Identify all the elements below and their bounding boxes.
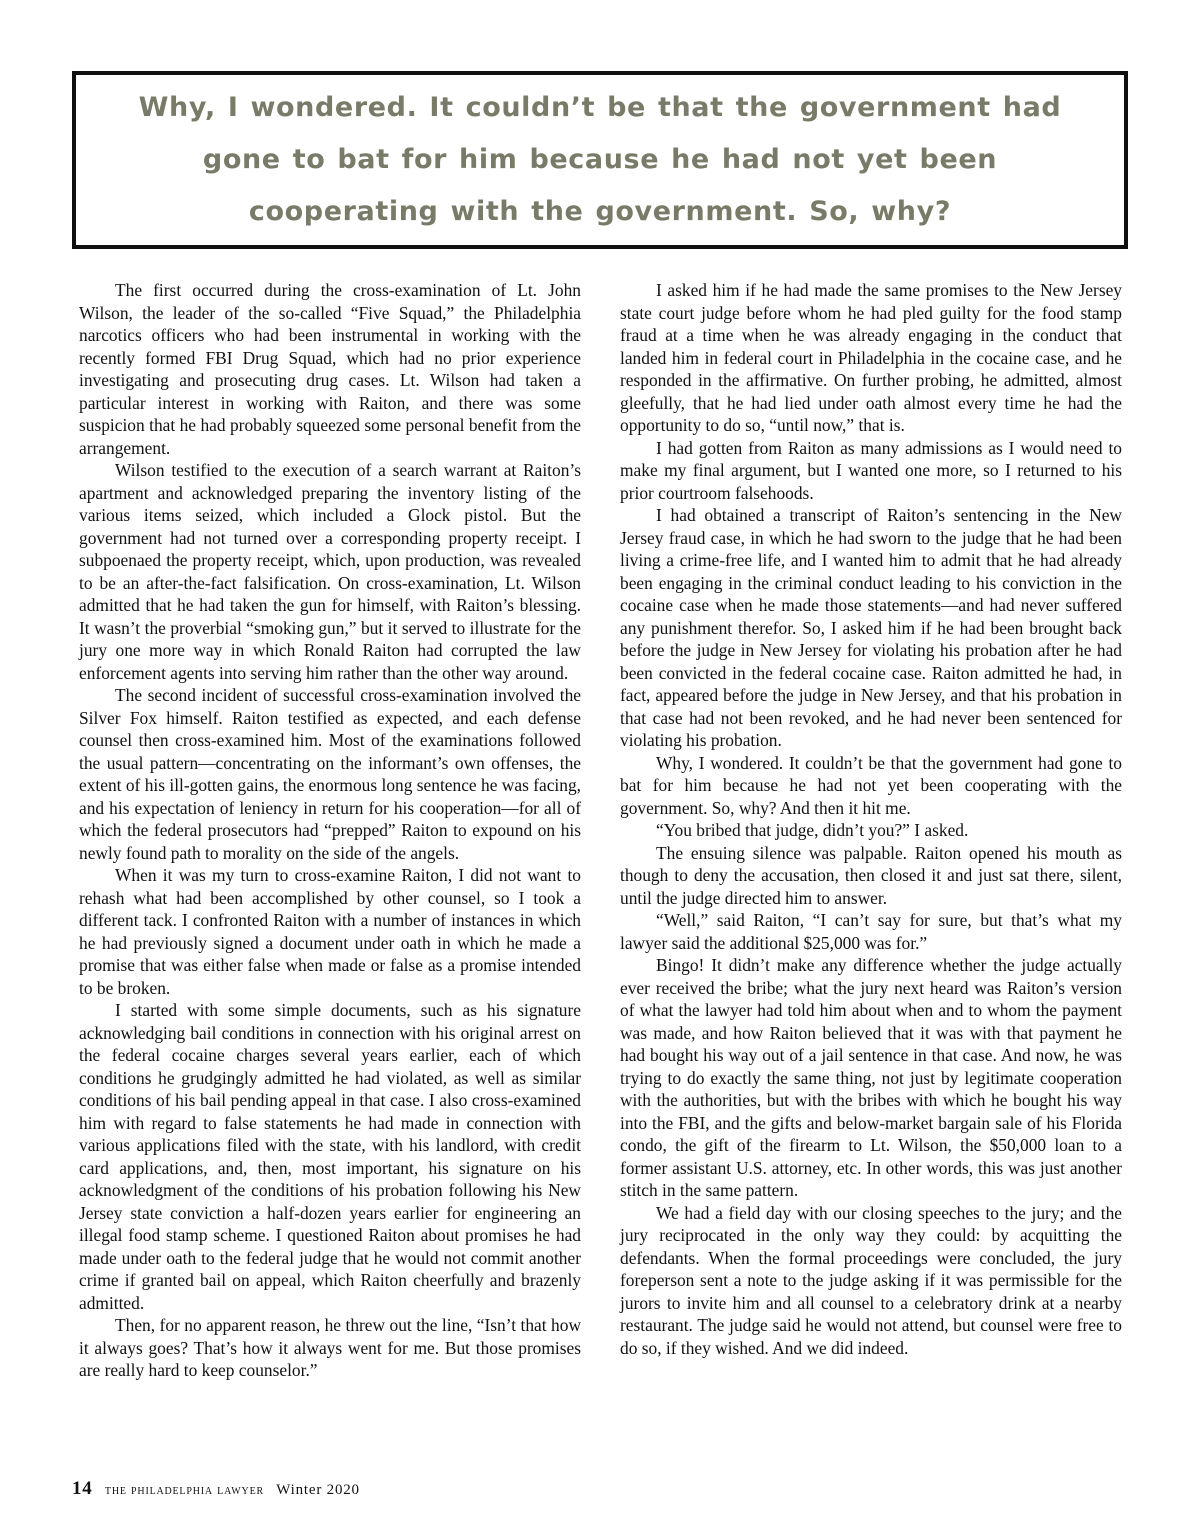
paragraph: We had a field day with our closing speeches to the jury; and the jury reciprocated in the only way they could: by acquitting the defendants. When the formal proceedings were concluded, the jury foreperson sent a note to the judge asking if it was permissible for the jurors to invite him and all counsel to a celebratory drink at a nearby restaurant. The judge said he would not attend, but counsel were free to do so, if they wished. And we did indeed. [620,1202,1122,1358]
publication-name: the philadelphia lawyer [104,1483,264,1498]
page-footer [72,1478,360,1500]
paragraph: “You bribed that judge, didn’t you?” I asked. [656,820,969,840]
paragraph: I had gotten from Raiton as many admissions as I would need to make my final argument, but I wanted one more, so I returned to his prior courtroom falsehoods. [620,437,1122,503]
paragraph: I started with some simple documents, such as his signature acknowledging bail conditions in connection with his original arrest on the federal cocaine charges several years earlier, each of which conditions he grudgingly admitted he had violated, as well as similar conditions of his bail pending appeal in that case. I also cross-examined him with regard to false statements he had made in connection with various applications filed with the state, with his landlord, with credit card applications, and, then, most important, his signature on his acknowledgment of the conditions of his probation following his New Jersey state conviction a half-dozen years earlier for engineering an illegal food stamp scheme. I questioned Raiton about promises he had made under oath to the federal judge that he would not commit another crime if granted bail on appeal, which Raiton cheerfully and brazenly admitted. [79,1000,581,1313]
issue-label: Winter 2020 [276,1482,360,1498]
paragraph: I asked him if he had made the same promises to the New Jersey state court judge before whom he had pled guilty for the food stamp fraud at a time when he was already engaging in the conduct that landed him in federal court in Philadelphia in the cocaine case, and he responded in the affirmative. On further probing, he admitted, almost gleefully, that he had lied under oath almost every time he had the opportunity to do so, “until now,” that is. [620,280,1122,435]
paragraph: The first occurred during the cross-examination of Lt. John Wilson, the leader of the so-called “Five Squad,” the Philadelphia narcotics officers who had been instrumental in working with the recently formed FBI Drug Squad, which had no prior experience investigating and prosecuting drug cases. Lt. Wilson had taken a particular interest in working with Raiton, and there was some suspicion that he had probably squeezed some personal benefit from the arrangement. [79,280,581,458]
article-column-right [620,279,1122,1359]
paragraph: Then, for no apparent reason, he threw out the line, “Isn’t that how it always goes? That’s how it always went for me. But those promises are really hard to keep counselor.” [79,1315,581,1380]
paragraph: The ensuing silence was palpable. Raiton opened his mouth as though to deny the accusation, then closed it and just sat there, silent, until the judge directed him to answer. [620,842,1122,908]
pull-quote-text: Why, I wondered. It couldn’t be that the government had gone to bat for him because he had not yet been cooperating with the government. So, why? [138,92,1062,227]
paragraph: I had obtained a transcript of Raiton’s sentencing in the New Jersey fraud case, in which he had sworn to the judge that he had been living a crime-free life, and I wanted him to admit that he had already been engaging in the criminal conduct leading to his conviction in the cocaine case when he made those statements—and had never suffered any punishment therefor. So, I asked him if he had been brought back before the judge in New Jersey for violating his probation after he had been convicted in the federal cocaine case. Raiton admitted he had, in fact, appeared before the judge in New Jersey, and that his probation in that case had not been revoked, and he had never been sentenced for violating his probation. [620,505,1122,750]
paragraph: When it was my turn to cross-examine Raiton, I did not want to rehash what had been accomplished by other counsel, so I took a different tack. I confronted Raiton with a number of instances in which he had previously signed a document under oath in which he made a promise that was either false when made or false as a promise intended to be broken. [79,865,581,998]
pull-quote-box [72,71,1128,249]
paragraph: Wilson testified to the execution of a search warrant at Raiton’s apartment and acknowledged preparing the inventory listing of the various items seized, which included a Glock pistol. But the government had not turned over a corresponding property receipt. I subpoenaed the property receipt, which, upon production, was revealed to be an after-the-fact falsification. On cross-examination, Lt. Wilson admitted that he had taken the gun for himself, with Raiton’s blessing. It wasn’t the proverbial “smoking gun,” but it served to illustrate for the jury one more way in which Ronald Raiton had corrupted the law enforcement agents into serving him rather than the other way around. [79,460,581,683]
paragraph: The second incident of successful cross-examination involved the Silver Fox himself. Raiton testified as expected, and each defense counsel then cross-examined him. Most of the examinations followed the usual pattern—concentrating on the informant’s own offenses, the extent of his ill-gotten gains, the enormous long sentence he was facing, and his expectation of leniency in return for his cooperation—for all of which the federal prosecutors had “prepped” Raiton to expound on his newly found path to morality on the side of the angels. [79,685,581,863]
page-number: 14 [72,1478,93,1499]
paragraph: Bingo! It didn’t make any difference whether the judge actually ever received the bribe; what the jury next heard was Raiton’s version of what the lawyer had told him about when and to whom the payment was made, and how Raiton believed that it was with that payment he had bought his way out of a jail sentence in that case. And now, he was trying to do exactly the same thing, not just by legitimate cooperation with the authorities, but with the bribes with which he bought his way into the FBI, and the gifts and below-market bargain sale of his Florida condo, the gift of the firearm to Lt. Wilson, the $50,000 loan to a former assistant U.S. attorney, etc. In other words, this was just another stitch in the same pattern. [620,955,1122,1200]
paragraph: “Well,” said Raiton, “I can’t say for sure, but that’s what my lawyer said the additional $25,000 was for.” [620,910,1122,953]
article-column-left [79,279,581,1382]
paragraph: Why, I wondered. It couldn’t be that the government had gone to bat for him because he had not yet been cooperating with the government. So, why? And then it hit me. [620,752,1122,818]
